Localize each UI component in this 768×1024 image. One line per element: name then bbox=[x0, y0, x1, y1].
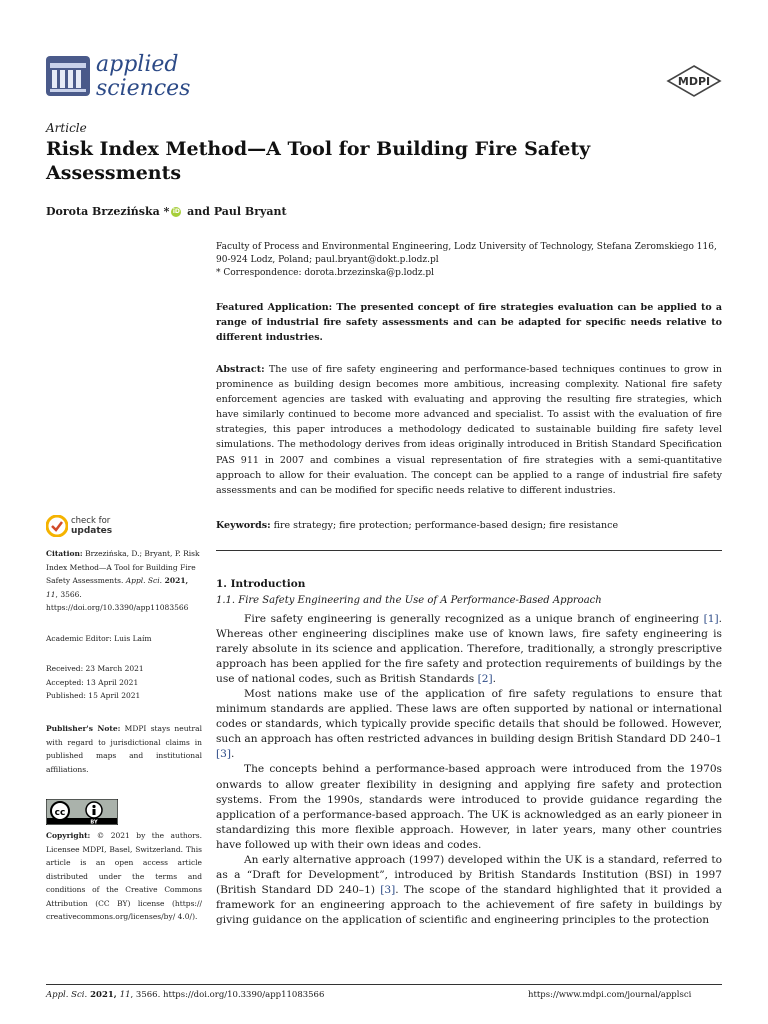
paragraph-3: The concepts behind a performance-based approach were introduced from the 1970s onwards to allow greater flexibility in designing and applying fire safety and protection systems. From the 1990s, standards were introduced to provide guidance regarding the application of a performance-based approach. The UK is acknowledged as an early pioneer in standardizing this more flexible approach. However, in later years, many other countries have followed up with their own ideas and codes. bbox=[216, 763, 722, 851]
footer-doi-link[interactable]: , 3566. https://doi.org/10.3390/app11083566 bbox=[130, 990, 325, 1000]
check-updates-button[interactable]: check for updates bbox=[46, 515, 126, 539]
reference-link[interactable]: [1] bbox=[703, 613, 719, 625]
received-date: Received: 23 March 2021 bbox=[46, 664, 144, 673]
reference-link[interactable]: [3] bbox=[380, 883, 396, 896]
article-title: Risk Index Method—A Tool for Building Fire Safety Assessments bbox=[46, 138, 591, 184]
body-text bbox=[216, 612, 722, 928]
published-date: Published: 15 April 2021 bbox=[46, 691, 141, 700]
journal-logo-icon bbox=[46, 56, 90, 96]
academic-editor: Academic Editor: Luis Laím bbox=[46, 634, 152, 643]
article-type: Article bbox=[46, 121, 87, 135]
journal-url-link[interactable]: https://www.mdpi.com/journal/applsci bbox=[528, 990, 692, 1000]
authors bbox=[46, 205, 287, 218]
citation: Citation: Brzezińska, D.; Bryant, P. Risk Index Method—A Tool for Building Fire Safety Assessments. Appl. Sci. 2021, 11, 3566. https://doi.org/10.3390/app11083566 bbox=[46, 549, 200, 612]
paragraph-4: An early alternative approach (1997) developed within the UK is a standard, referred to as a “Draft for Development”, introduced by British Standards Institution (BSI) in 1997 (British Standard DD 240–1) [3]. The scope of the standard highlighted that it provided a framework for an engineering approach to the achievement of fire safety in buildings by giving guidance on the application of scientific and engineering principles to the protection bbox=[216, 853, 722, 926]
citation-doi-link[interactable]: , 3566. https://doi.org/10.3390/app11083566 bbox=[46, 589, 189, 612]
keywords: Keywords: fire strategy; fire protection; performance-based design; fire resistance bbox=[216, 520, 619, 531]
svg-text:cc: cc bbox=[54, 808, 66, 818]
accepted-date: Accepted: 13 April 2021 bbox=[46, 677, 139, 687]
correspondence: * Correspondence: dorota.brzezinska@p.lodz.pl bbox=[216, 268, 434, 278]
cc-by-license-icon[interactable] bbox=[46, 799, 118, 825]
check-updates-icon bbox=[46, 515, 68, 537]
paragraph-2: Most nations make use of the application of fire safety regulations to ensure that minimum standards are applied. These laws are often supported by national or international codes or standards, which typically provide specific details that should be followed. However, such an approach has often restricted advances in building design British Standard DD 240–1 [3]. bbox=[216, 688, 722, 761]
footer-citation: Appl. Sci. 2021, 11, 3566. https://doi.org/10.3390/app11083566 bbox=[46, 990, 325, 1000]
publisher-note: Publisher's Note: MDPI stays neutral with regard to jurisdictional claims in published maps and institutional affiliations. bbox=[46, 724, 202, 774]
copyright: Copyright: © 2021 by the authors. Licensee MDPI, Basel, Switzerland. This article is an open access article distributed under the terms and conditions of the Creative Commons Attribution (CC BY) license (https:// creativecommons.org/licenses/by/ 4.0/). bbox=[46, 831, 202, 921]
affiliation: Faculty of Process and Environmental Engineering, Lodz University of Technology, Stefana Zeromskiego 116, 90-924 Lodz, Poland; paul.bryant@dokt.p.lodz.pl * Correspondence: dorota.brzezinska@p.lodz.pl bbox=[216, 241, 726, 280]
journal-name: applied sciences bbox=[96, 52, 191, 101]
paragraph-1: Fire safety engineering is generally recognized as a unique branch of engineering [1]. Whereas other engineering disciplines make use of known laws, fire safety engineering is rarely absolute in its science and application. Therefore, traditionally, a strongly prescriptive approach has been applied for the fire safety and protection requirements of buildings by the use of national codes, such as British Standards [2]. bbox=[216, 613, 722, 686]
orcid-icon[interactable]: iD bbox=[172, 208, 180, 215]
mdpi-logo-icon bbox=[666, 65, 722, 97]
divider bbox=[216, 550, 722, 551]
featured-application: Featured Application: The presented concept of fire strategies evaluation can be applied to a range of industrial fire safety assessments and can be adapted for specific needs relative to different industries. bbox=[216, 302, 722, 343]
section-title: 1. Introduction bbox=[216, 578, 306, 590]
dates bbox=[46, 662, 202, 703]
svg-text:BY: BY bbox=[90, 819, 98, 825]
footer-divider bbox=[46, 984, 722, 985]
author-1[interactable]: Dorota Brzezińska * bbox=[46, 205, 170, 218]
publisher-logo-text: MDPI bbox=[677, 75, 711, 88]
reference-link[interactable]: [2] bbox=[477, 673, 493, 686]
subsection-title: 1.1. Fire Safety Engineering and the Use of A Performance-Based Approach bbox=[216, 595, 602, 606]
abstract: Abstract: The use of fire safety engineering and performance-based techniques continues to grow in prominence as building design becomes more ambitious, increasing complexity. National fire safety enforcement agencies are tasked with evaluating and approving the resulting fire strategies, which have similarly continued to become more advanced and specialist. To assist with the evaluation of fire strategies, this paper introduces a methodology dedicated to sustainable building fire safety level simulations. The methodology derives from ideas originally introduced in British Standard Specification PAS 911 in 2007 and combines a visual representation of fire strategies with a semi-quantitative approach to allow for their evaluation. The concept can be applied to a range of industrial fire safety assessments and can be modified for specific needs relative to different industries. bbox=[216, 364, 722, 496]
author-2[interactable]: and Paul Bryant bbox=[183, 205, 287, 218]
reference-link[interactable]: [3] bbox=[216, 748, 232, 761]
